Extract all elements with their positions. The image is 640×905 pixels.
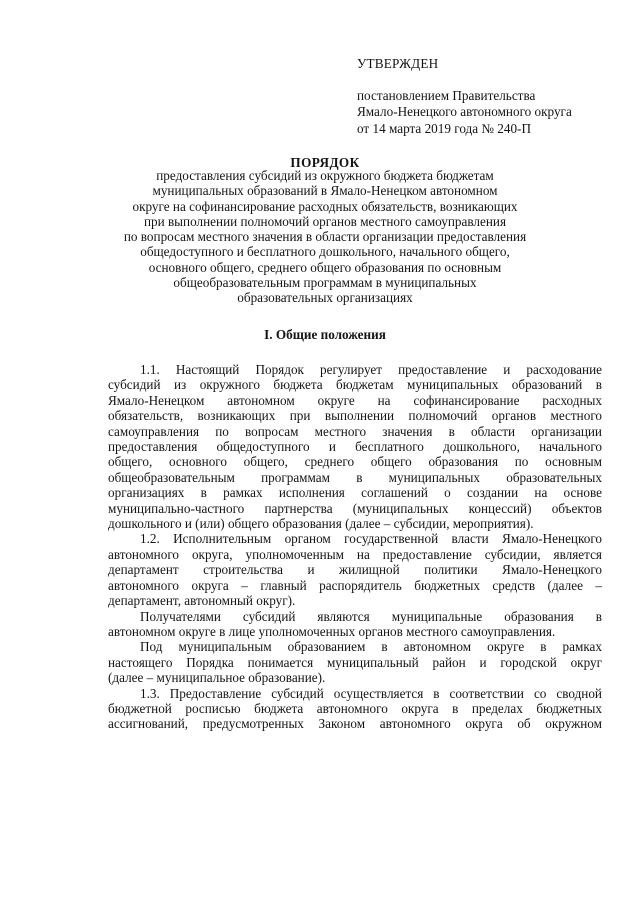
text-line: Получателями субсидий являются муниципальные образования в bbox=[140, 608, 602, 624]
text-line: автономного округа, уполномоченным на предоставление субсидии, является bbox=[108, 546, 602, 562]
text-line: дошкольного и (или) общего образования (далее – субсидии, мероприятия). bbox=[108, 516, 534, 532]
text-line: обязательств, возникающих при выполнении полномочий органов местного bbox=[108, 408, 602, 424]
subtitle-line: основного общего, среднего общего образования по основным bbox=[148, 259, 502, 275]
paragraph-1-3 bbox=[108, 686, 602, 732]
text-line: 1.3. Предоставление субсидий осуществляется в соответствии со сводной bbox=[140, 685, 602, 701]
text-line: настоящего Порядка понимается муниципальный район и городской округ bbox=[108, 654, 602, 670]
body-text bbox=[108, 362, 602, 732]
paragraph-municipal-definition bbox=[108, 639, 602, 685]
text-line: ассигнований, предусмотренных Законом автономного округа об окружном bbox=[108, 716, 602, 732]
text-line: департамент строительства и жилищной политики Ямало-Ненецкого bbox=[108, 562, 602, 578]
text-line: Ямало-Ненецком автономном округе на софинансирование расходных bbox=[108, 392, 602, 408]
text-line: Под муниципальным образованием в автономном округе в рамках bbox=[140, 639, 602, 655]
approval-line: от 14 марта 2019 года № 240-П bbox=[357, 120, 531, 136]
document-subtitle bbox=[100, 168, 550, 306]
text-line: предоставления общедоступного и бесплатного дошкольного, начального bbox=[108, 439, 602, 455]
text-line: субсидий из окружного бюджета бюджетам муниципальных образований в bbox=[108, 377, 602, 393]
text-line: автономного округа – главный распорядитель бюджетных средств (далее – bbox=[108, 577, 602, 593]
subtitle-line: общеобразовательным программам в муниципальных bbox=[173, 275, 477, 291]
subtitle-line: при выполнении полномочий органов местного самоуправления bbox=[143, 213, 507, 229]
paragraph-recipients bbox=[108, 609, 602, 640]
section-title: I. Общие положения bbox=[264, 327, 386, 342]
approval-line: Ямало-Ненецкого автономного округа bbox=[357, 104, 572, 119]
document-title: ПОРЯДОК bbox=[290, 155, 360, 170]
approval-stamp: УТВЕРЖДЕН bbox=[357, 56, 439, 71]
text-line: (далее – муниципальное образование). bbox=[108, 670, 326, 686]
text-line: общего, основного общего, среднего общего образования по основным bbox=[108, 454, 602, 470]
subtitle-line: округе на софинансирование расходных обязательств, возникающих bbox=[132, 198, 518, 214]
text-line: общеобразовательным программам в муниципальных образовательных bbox=[108, 469, 602, 485]
subtitle-line: общедоступного и бесплатного дошкольного, начального общего, bbox=[140, 244, 510, 260]
text-line: 1.1. Настоящий Порядок регулирует предоставление и расходование bbox=[140, 362, 602, 377]
subtitle-line: муниципальных образований в Ямало-Ненецком автономном bbox=[152, 183, 498, 199]
text-line: муниципально-частного партнерства (муниципальных концессий) объектов bbox=[108, 500, 602, 516]
text-line: самоуправления по вопросам местного значения в области организации bbox=[108, 423, 602, 439]
text-line: организациях в рамках исполнения соглашений о создании на основе bbox=[108, 485, 602, 501]
text-line: бюджетной росписью бюджета автономного округа в пределах бюджетных bbox=[108, 700, 602, 716]
subtitle-line: предоставления субсидий из окружного бюджета бюджетам bbox=[156, 168, 494, 183]
subtitle-line: по вопросам местного значения в области организации предоставления bbox=[123, 229, 527, 245]
approval-block bbox=[357, 56, 607, 137]
text-line: 1.2. Исполнительным органом государственной власти Ямало-Ненецкого bbox=[140, 531, 602, 547]
paragraph-1-2 bbox=[108, 531, 602, 608]
subtitle-line: образовательных организациях bbox=[237, 290, 413, 306]
paragraph-1-1 bbox=[108, 362, 602, 531]
text-line: департамент, автономный округ). bbox=[108, 593, 296, 609]
approval-line: постановлением Правительства bbox=[357, 87, 536, 103]
text-line: автономном округе в лице уполномоченных органов местного самоуправления. bbox=[108, 623, 556, 639]
